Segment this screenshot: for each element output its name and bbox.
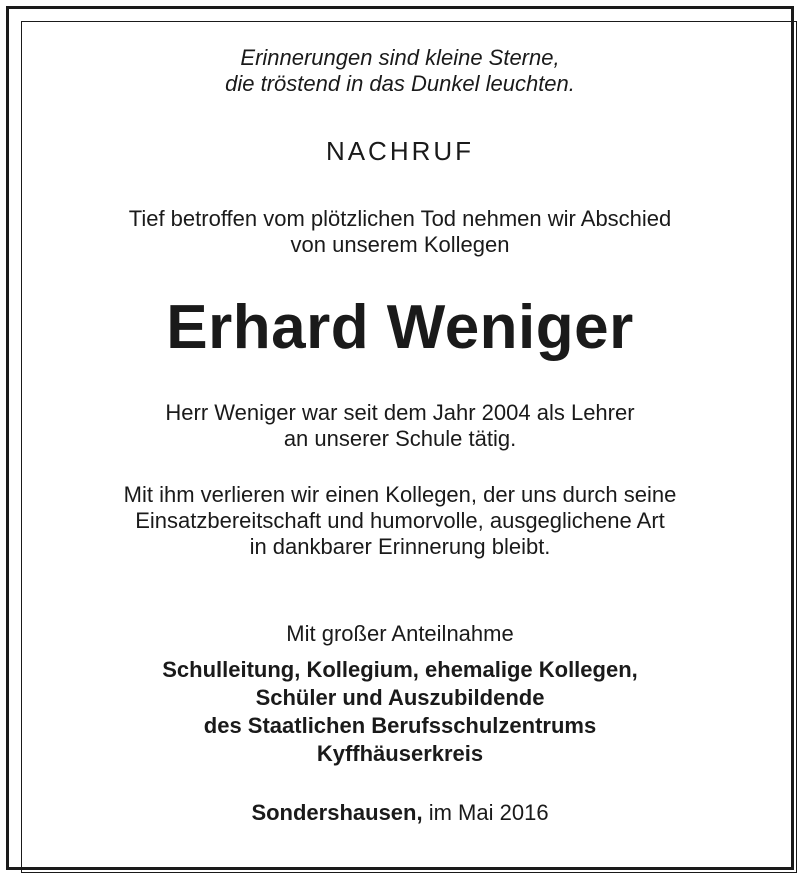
signers-line-2: Schüler und Auszubildende <box>255 685 545 710</box>
tribute-line-3: in dankbarer Erinnerung bleibt. <box>249 534 551 559</box>
intro-text <box>12 206 788 258</box>
notice-heading: NACHRUF <box>325 136 475 166</box>
signers-line-3: des Staatlichen Berufsschulzentrums <box>203 713 597 738</box>
tribute-line-2: Einsatzbereitschaft und humorvolle, ausgeglichene Art <box>135 508 665 533</box>
bio-text <box>12 400 788 452</box>
quote-line-2: die tröstend in das Dunkel leuchten. <box>225 71 575 96</box>
quote-line-1: Erinnerungen sind kleine Sterne, <box>240 45 560 70</box>
date: im Mai 2016 <box>428 800 549 825</box>
place: Sondershausen, <box>251 800 423 825</box>
intro-line-2: von unserem Kollegen <box>290 232 510 257</box>
tribute-text <box>12 482 788 560</box>
sympathy-line: Mit großer Anteilnahme <box>286 621 514 646</box>
bio-line-2: an unserer Schule tätig. <box>283 426 517 451</box>
signers-block <box>12 656 788 768</box>
memorial-quote <box>12 45 788 97</box>
place-and-date <box>12 800 788 826</box>
signers-line-1: Schulleitung, Kollegium, ehemalige Kollegen, <box>162 657 638 682</box>
deceased-name: Erhard Weniger <box>166 293 634 362</box>
signers-line-4: Kyffhäuserkreis <box>316 741 484 766</box>
bio-line-1: Herr Weniger war seit dem Jahr 2004 als Lehrer <box>165 400 635 425</box>
tribute-line-1: Mit ihm verlieren wir einen Kollegen, der uns durch seine <box>123 482 677 507</box>
intro-line-1: Tief betroffen vom plötzlichen Tod nehmen wir Abschied <box>128 206 672 231</box>
